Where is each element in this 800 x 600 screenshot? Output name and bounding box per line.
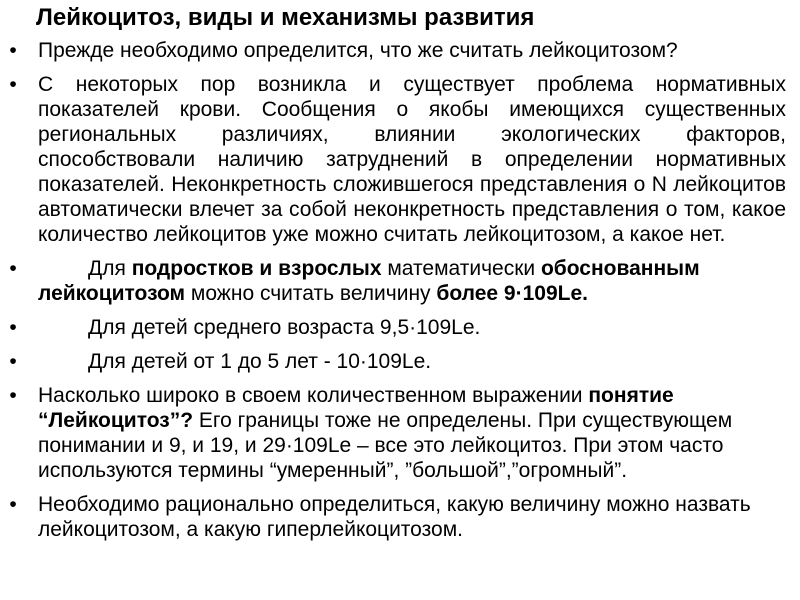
bullet-bold-text: обоснованным лейкоцитозом — [38, 257, 700, 305]
slide-title: Лейкоцитоз, виды и механизмы развития — [36, 4, 535, 31]
bullet-text: Прежде необходимо определится, что же считать лейкоцитозом? — [38, 39, 678, 62]
bullet-text: С некоторых пор возникла и существует проблема нормативных показателей крови. Сообщения о якобы имеющихся существенных региональных различиях, влиянии экологических факторов, способствовали наличию затруднений в определении нормативных показателей. Неконкретность сложившегося представления о N лейкоцитов автоматически влечет за собой неконкретность представления о том, какое количество лейкоцитов уже можно считать лейкоцитозом, а какое нет. — [38, 73, 786, 246]
bullet-item-5 — [0, 349, 800, 374]
bullet-item-1 — [0, 38, 800, 63]
bullet-text: Для — [88, 257, 132, 280]
bullet-text: можно считать величину — [185, 282, 437, 305]
bullet-text: Для детей среднего возраста 9,5·109Le. — [88, 316, 481, 339]
bullet-item-7 — [0, 492, 800, 542]
bullet-dot-icon: • — [9, 384, 17, 407]
bullet-item-4 — [0, 315, 800, 340]
bullet-bold-text: понятие “Лейкоцитоз”? — [38, 384, 674, 432]
bullet-text: Его границы тоже не определены. При существующем понимании и 9, и 19, и 29·109Le – все это лейкоцитоз. При этом часто используются термины “умеренный”, ”большой”,”огромный”. — [38, 409, 733, 482]
bullet-dot-icon: • — [9, 39, 17, 62]
bullet-bold-text: более 9·109Le. — [436, 282, 588, 305]
bullet-text: Насколько широко в своем количественном выражении — [38, 384, 589, 407]
bullet-dot-icon: • — [9, 257, 17, 280]
bullet-dot-icon: • — [9, 316, 17, 339]
bullet-text: математически — [381, 257, 541, 280]
bullet-list — [0, 38, 800, 551]
bullet-dot-icon: • — [9, 73, 17, 96]
bullet-dot-icon: • — [9, 493, 17, 516]
bullet-dot-icon: • — [9, 350, 17, 373]
bullet-text: Для детей от 1 до 5 лет - 10·109Le. — [88, 350, 432, 373]
bullet-item-2 — [0, 72, 800, 247]
bullet-bold-text: подростков и взрослых — [131, 257, 382, 280]
bullet-item-3 — [0, 256, 800, 306]
bullet-item-6 — [0, 383, 800, 483]
bullet-text: Необходимо рационально определиться, какую величину можно назвать лейкоцитозом, а какую гиперлейкоцитозом. — [38, 493, 751, 541]
